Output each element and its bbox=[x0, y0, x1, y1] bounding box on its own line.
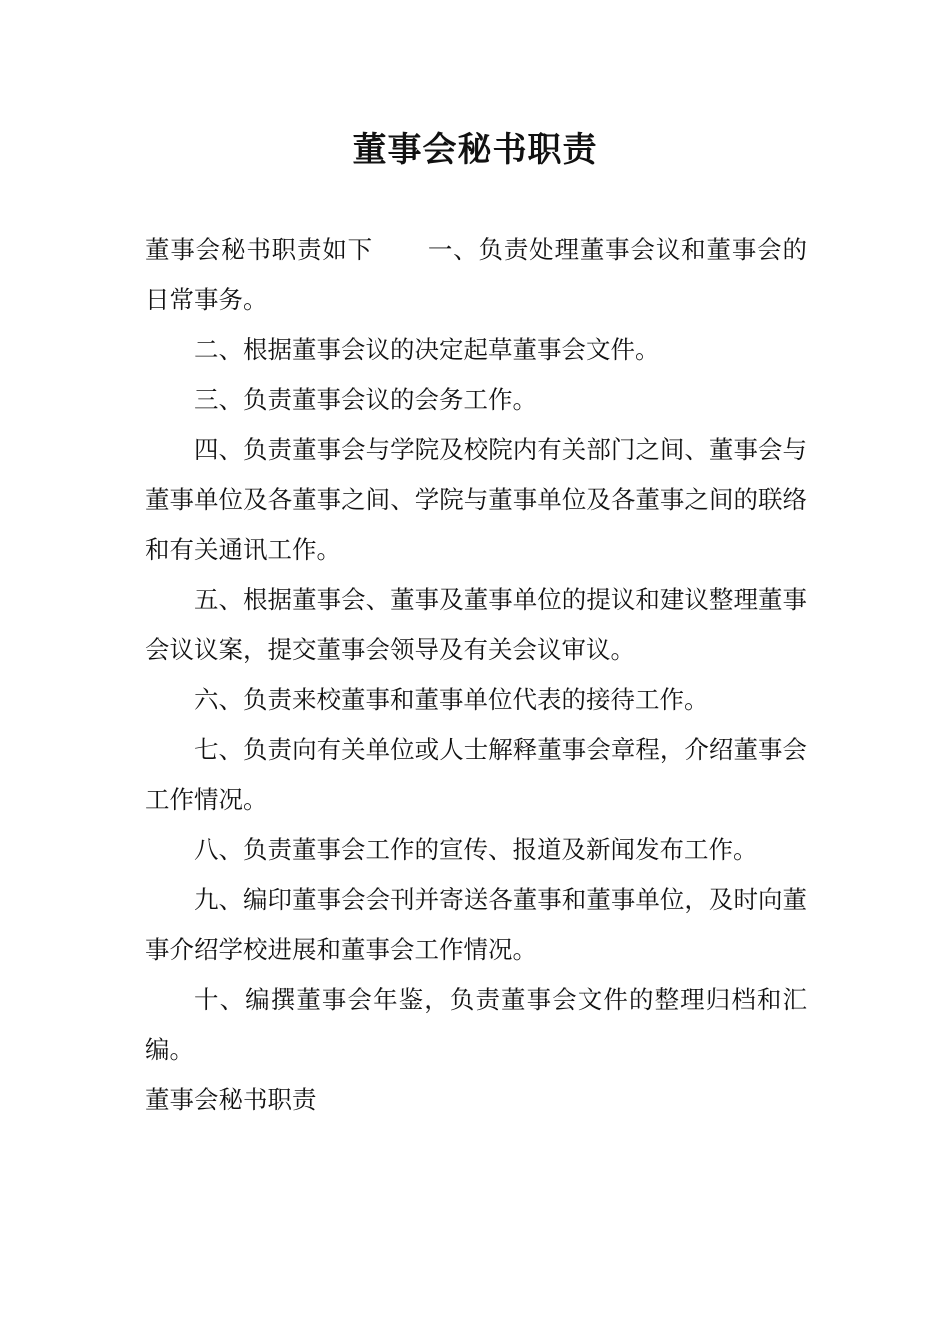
duty-item: 八、负责董事会工作的宣传、报道及新闻发布工作。 bbox=[194, 835, 758, 864]
document-title: 董事会秘书职责 bbox=[352, 130, 598, 170]
duty-item: 四、负责董事会与学院及校院内有关部门之间、董事会与董事单位及各董事之间、学院与董事单位及各董事之间的联络和有关通讯工作。 bbox=[145, 435, 807, 564]
document-footer: 董事会秘书职责 bbox=[145, 1085, 317, 1114]
duty-item: 二、根据董事会议的决定起草董事会文件。 bbox=[194, 335, 660, 364]
intro-lead: 董事会秘书职责如下 bbox=[145, 235, 373, 264]
duty-item: 九、编印董事会会刊并寄送各董事和董事单位，及时向董事介绍学校进展和董事会工作情况。 bbox=[145, 885, 807, 964]
intro-first-item: 一、负责处理董事会议和董事会的日常事务。 bbox=[145, 235, 807, 314]
document-body bbox=[145, 225, 807, 1125]
duty-item: 十、编撰董事会年鉴，负责董事会文件的整理归档和汇编。 bbox=[145, 985, 807, 1064]
duty-item: 六、负责来校董事和董事单位代表的接待工作。 bbox=[194, 685, 709, 714]
duty-item: 三、负责董事会议的会务工作。 bbox=[194, 385, 537, 414]
duty-item: 七、负责向有关单位或人士解释董事会章程，介绍董事会工作情况。 bbox=[145, 735, 807, 814]
duty-item: 五、根据董事会、董事及董事单位的提议和建议整理董事会议议案，提交董事会领导及有关会议审议。 bbox=[145, 585, 807, 664]
intro-paragraph bbox=[145, 225, 807, 325]
